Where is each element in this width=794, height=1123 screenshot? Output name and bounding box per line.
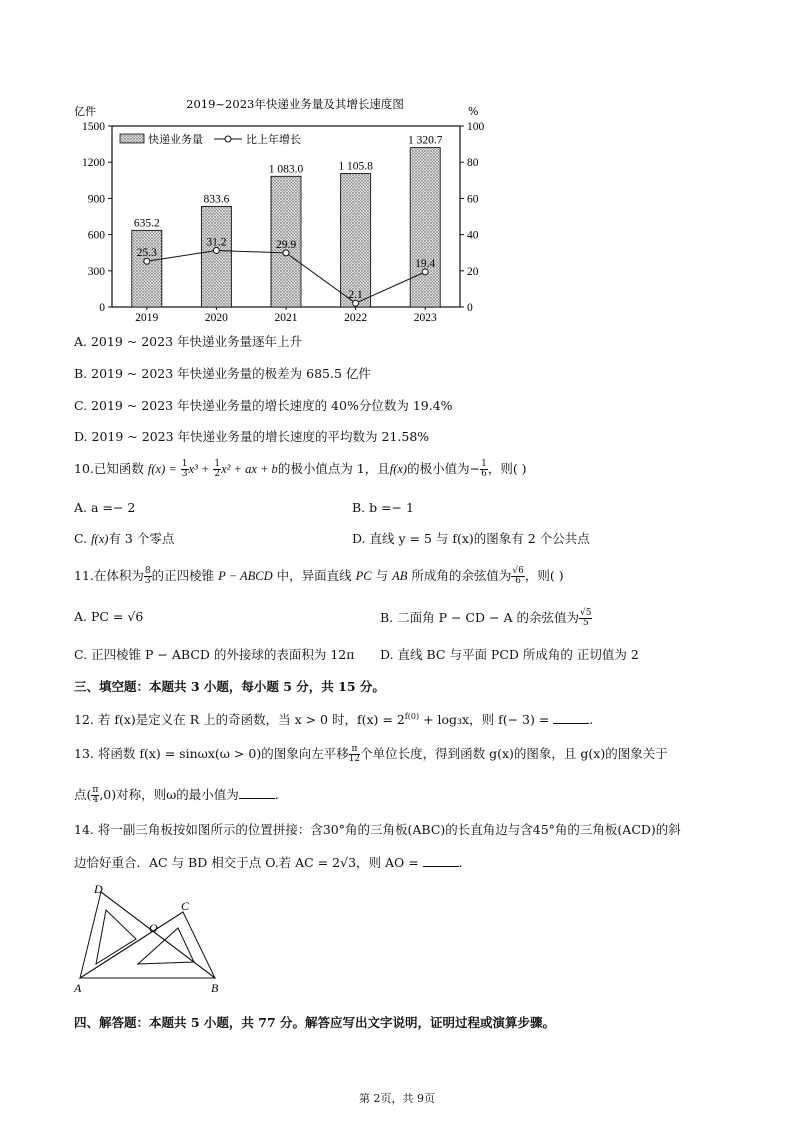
q11-frac-2-den: 6 — [515, 576, 521, 586]
legend-line-marker — [225, 136, 231, 142]
q11-option-d: D. 直线 BC 与平面 PCD 所成角的 正切值为 2 — [380, 647, 639, 662]
q10-option-c-post: 有 3 个零点 — [108, 531, 175, 546]
q11-pyramid: P − ABCD — [218, 569, 273, 583]
q10-pre: 已知函数 — [93, 461, 144, 476]
q10-frac-3-den: 6 — [481, 469, 487, 479]
q9-option-d: D. 2019 ~ 2023 年快递业务量的增长速度的平均数为 21.58% — [74, 429, 430, 444]
q11-option-b-frac — [579, 609, 592, 628]
right-tick-label: 0 — [467, 302, 473, 314]
q10-fx-2: f(x) — [389, 462, 408, 476]
q11-mid-2: 中，异面直线 — [276, 568, 352, 583]
right-tick-label: 60 — [467, 193, 479, 206]
label-o: O — [149, 921, 158, 935]
q10-number: 10. — [74, 461, 94, 476]
q11-frac-2-num: √6 — [512, 566, 524, 576]
q9-option-c: C. 2019 ~ 2023 年快递业务量的增长速度的 40%分位数为 19.4% — [74, 398, 453, 413]
q13-line-2 — [74, 786, 279, 805]
q11-frac-2 — [511, 567, 524, 586]
q13-point-num: π — [92, 785, 99, 795]
q11-end: ，则( ) — [524, 568, 564, 583]
q11-frac-1 — [144, 567, 152, 586]
volume-bar-label: 1 320.7 — [407, 134, 443, 147]
q11-ab: AB — [392, 569, 408, 583]
label-b: B — [211, 981, 219, 995]
q11-pre: 在体积为 — [93, 568, 144, 583]
q13-end: . — [274, 787, 279, 802]
q11-option-c: C. 正四棱锥 P − ABCD 的外接球的表面积为 12π — [74, 647, 355, 662]
section-4-heading: 四、解答题：本题共 5 小题，共 77 分。解答应写出文字说明，证明过程或演算步骤。 — [74, 1015, 556, 1030]
x-tick-label: 2020 — [204, 312, 228, 324]
label-d: D — [94, 884, 103, 896]
triangle-board-figure — [70, 884, 230, 996]
left-axis-ticks — [82, 121, 112, 314]
q13-line-2-post: ,0)对称，则ω的最小值为 — [99, 787, 239, 802]
section-3-heading: 三、填空题：本题共 3 小题，每小题 5 分，共 15 分。 — [74, 679, 385, 694]
q13-line-1 — [74, 745, 668, 764]
left-tick-label: 300 — [87, 265, 105, 278]
q14-answer-blank[interactable] — [423, 854, 459, 867]
q13-line-1-pre: 13. 将函数 f(x) = sinωx(ω > 0)的图象向左平移 — [74, 746, 349, 761]
chart-legend — [120, 132, 301, 146]
q12-post: + log₃x，则 f(− 3) = — [419, 712, 550, 728]
q10-frac-1-num: 1 — [181, 459, 188, 469]
chart-title: 2019~2023年快递业务量及其增长速度图 — [186, 97, 404, 111]
legend-line-label: 比上年增长 — [246, 133, 301, 146]
growth-point-label: 2.1 — [348, 289, 363, 302]
right-axis-unit: % — [468, 105, 479, 118]
volume-bar — [341, 174, 371, 307]
legend-bar-swatch — [120, 134, 144, 143]
page-footer: 第 2页，共 9页 — [359, 1092, 435, 1105]
growth-point-label: 31.2 — [206, 236, 227, 249]
q10-mid: 的极小值点为 1，且 — [277, 461, 390, 476]
q10-option-b: B. b =− 1 — [352, 500, 414, 515]
q13-point-den: 4 — [92, 795, 99, 805]
x-tick-label: 2019 — [135, 312, 159, 324]
q11-option-b-pre: B. 二面角 P − CD − A 的余弦值为 — [380, 610, 579, 625]
q10-mid-2: 的极小值为− — [407, 461, 481, 476]
q14-end: . — [458, 855, 463, 870]
q11-option-b — [380, 609, 592, 628]
x-tick-label: 2022 — [344, 312, 368, 324]
right-tick-label: 100 — [467, 121, 485, 133]
right-tick-label: 20 — [467, 265, 479, 278]
q10-frac-2-den: 2 — [214, 469, 221, 479]
diagonal-ac — [80, 912, 183, 978]
q11-mid-4: 所成角的余弦值为 — [411, 568, 512, 583]
q10-frac-3-num: 1 — [481, 459, 487, 469]
inner-cutout-right — [138, 928, 194, 964]
volume-bar-label: 833.6 — [203, 193, 230, 206]
q11-mid-3: 与 — [375, 568, 389, 583]
left-axis-unit: 亿件 — [74, 105, 96, 118]
q10-option-c-pre: C. — [74, 531, 88, 546]
q14-line-1: 14. 将一副三角板按如图所示的位置拼接：含30°角的三角板(ABC)的长直角边与含45°角的三角板(ACD)的斜 — [74, 822, 681, 837]
diagonal-bd — [101, 892, 215, 978]
volume-bar — [201, 206, 231, 307]
q11-option-b-frac-den: 5 — [582, 618, 589, 628]
q13-line-1-post: 个单位长度，得到函数 g(x)的图象，且 g(x)的图象关于 — [360, 746, 668, 761]
q11-option-a: A. PC = √6 — [74, 609, 144, 624]
right-tick-label: 40 — [467, 229, 479, 242]
left-tick-label: 1200 — [82, 157, 105, 170]
q10-option-d: D. 直线 y = 5 与 f(x)的图象有 2 个公共点 — [352, 531, 590, 546]
label-a: A — [74, 981, 82, 995]
q11-frac-1-num: 8 — [144, 566, 151, 576]
q10-term-2: x² + ax + b — [221, 462, 278, 476]
left-tick-label: 900 — [87, 193, 105, 206]
q11-option-b-frac-num: √5 — [579, 608, 592, 618]
x-tick-label: 2023 — [413, 312, 437, 324]
q13-shift-num: π — [349, 745, 360, 755]
left-tick-label: 0 — [99, 302, 105, 314]
growth-point-label: 29.9 — [275, 238, 297, 251]
q12-stem — [74, 709, 593, 728]
q10-stem — [74, 460, 527, 479]
q14-line-2 — [74, 854, 463, 871]
q11-frac-1-den: 3 — [144, 576, 151, 586]
q10-term-1: x³ + — [188, 462, 210, 476]
volume-bar-label: 1 105.8 — [338, 160, 373, 173]
q10-option-c-f: f(x) — [91, 532, 109, 546]
q10-frac-2 — [213, 460, 221, 479]
q9-option-b: B. 2019 ~ 2023 年快递业务量的极差为 685.5 亿件 — [74, 366, 371, 381]
q11-mid: 的正四棱锥 — [151, 568, 215, 583]
growth-point-label: 19.4 — [415, 257, 436, 270]
q10-frac-1 — [181, 460, 189, 479]
left-tick-label: 1500 — [82, 121, 105, 133]
q10-option-a: A. a =− 2 — [74, 500, 136, 515]
q11-pc: PC — [355, 569, 372, 583]
q13-answer-blank[interactable] — [239, 786, 275, 799]
volume-bar — [410, 148, 440, 307]
q12-end: . — [589, 712, 594, 728]
right-axis-ticks — [460, 121, 485, 314]
q12-text: 12. 若 f(x)是定义在 R 上的奇函数，当 x > 0 时，f(x) = 2 — [74, 712, 405, 728]
label-c: C — [181, 899, 190, 913]
growth-point-label: 25.3 — [136, 247, 157, 260]
triangle-abc — [80, 912, 215, 978]
q14-line-2-text: 边恰好重合．AC 与 BD 相交于点 O.若 AC = 2√3，则 AO = — [74, 855, 419, 870]
q10-frac-1-den: 3 — [181, 469, 188, 479]
inner-cutout-left — [96, 910, 136, 964]
q11-number: 11. — [74, 568, 94, 583]
left-tick-label: 600 — [87, 229, 105, 242]
volume-bar-label: 635.2 — [133, 217, 160, 230]
volume-bar-label: 1 083.0 — [268, 163, 304, 176]
q13-shift-den: 12 — [348, 754, 361, 764]
legend-bar-label: 快递业务量 — [148, 133, 203, 146]
q10-end: ，则( ) — [487, 461, 527, 476]
q12-answer-blank[interactable] — [553, 711, 589, 724]
right-tick-label: 80 — [467, 157, 479, 170]
q11-stem — [74, 567, 564, 586]
q13-shift-frac — [349, 745, 360, 764]
q10-option-c — [74, 531, 174, 547]
volume-bar — [132, 230, 162, 307]
express-volume-chart — [70, 96, 510, 328]
q10-fx: f(x) = — [147, 462, 177, 476]
q10-frac-3 — [480, 460, 488, 479]
q9-option-a: A. 2019 ~ 2023 年快递业务量逐年上升 — [74, 334, 302, 349]
q10-frac-2-num: 1 — [214, 459, 221, 469]
q13-line-2-pre: 点( — [74, 787, 92, 802]
q12-exponent: f(0) — [404, 712, 420, 721]
x-tick-label: 2021 — [274, 312, 298, 324]
